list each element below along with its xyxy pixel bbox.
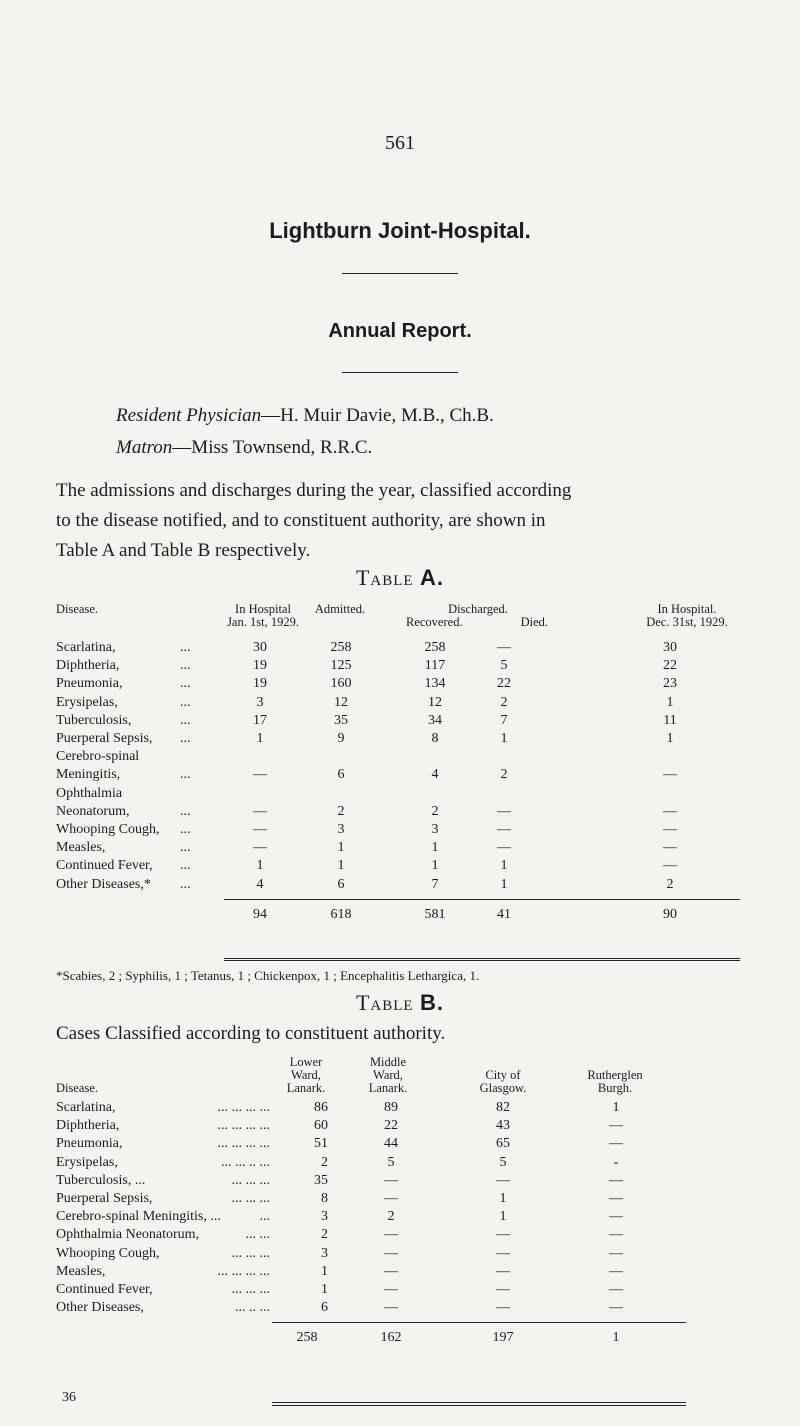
table-a-cell-disease: Whooping Cough,	[56, 822, 160, 837]
table-b-row: Puerperal Sepsis, ... ... ... 8 — 1 —	[0, 1191, 800, 1208]
table-b-cell-rutherglen: —	[609, 1263, 623, 1279]
table-a-cell-disease: Diphtheria,	[56, 658, 120, 674]
table-a-cell-died: 5	[500, 658, 508, 674]
table-b-cell-middle: —	[384, 1300, 398, 1316]
table-b-total-rule	[272, 1322, 686, 1323]
intro-line: to the disease notified, and to constituent authority, are shown in	[56, 510, 546, 531]
table-a-cell-jan: —	[253, 822, 267, 837]
table-a-header-discharged-sub	[398, 616, 558, 629]
table-b-caption-word: Table	[355, 990, 414, 1015]
table-a-row	[0, 804, 800, 821]
report-title: Lightburn Joint-Hospital.	[269, 218, 531, 243]
table-a-total-jan: 94	[253, 906, 267, 922]
table-a-cell-dec: 11	[663, 712, 677, 728]
table-a-row	[0, 640, 800, 657]
table-a-cell-dec: —	[663, 858, 677, 874]
table-b-row: Scarlatina, ... ... ... ... 86 89 82 1	[0, 1100, 800, 1117]
table-a-cell-admitted: 12	[334, 694, 348, 710]
table-b-row: Tuberculosis, ... ... ... ... 35 — — —	[0, 1173, 800, 1190]
table-a-cell-dec: 1	[666, 731, 674, 746]
table-a-row	[0, 786, 800, 803]
table-a-cell-dec: —	[663, 803, 677, 819]
table-a-cell-recovered: 117	[424, 658, 446, 674]
table-b-header-rutherglen-l1: Rutherglen	[587, 1068, 643, 1082]
table-a-cell-dots: ...	[180, 676, 191, 692]
table-a-row	[0, 822, 800, 839]
table-a-cell-dots: ...	[180, 712, 191, 728]
table-b-cell-rutherglen: —	[609, 1227, 623, 1243]
table-b-row: Cerebro-spinal Meningitis, ... ... 3 2 1 —	[0, 1209, 800, 1226]
table-a-cell-dots: ...	[180, 767, 191, 783]
table-a-cell-dots: ...	[180, 731, 191, 746]
table-b-cell-glasgow: —	[496, 1245, 510, 1261]
table-b-caption-letter: B.	[420, 990, 445, 1015]
table-a-total-dec: 90	[663, 906, 677, 922]
table-b-cell-disease: Cerebro-spinal Meningitis, ...	[56, 1209, 221, 1225]
table-a-cell-admitted: 1	[337, 858, 345, 874]
table-a-row	[0, 676, 800, 693]
table-a-cell-disease: Pneumonia,	[56, 676, 123, 692]
table-b-header-rutherglen-l2: Burgh.	[597, 1081, 633, 1095]
matron-name: —Miss Townsend, R.R.C.	[172, 437, 373, 458]
table-b-cell-glasgow: —	[496, 1282, 510, 1297]
table-a-header-dec	[632, 603, 742, 629]
table-b-cell-rutherglen: —	[609, 1300, 623, 1316]
table-b-cell-middle: 22	[384, 1118, 398, 1134]
table-b-cell-lower: 60	[314, 1118, 328, 1134]
table-a-caption	[0, 565, 800, 591]
table-b-cell-rutherglen: —	[609, 1245, 623, 1261]
table-a-cell-dec: 1	[666, 694, 674, 710]
physician-name: —H. Muir Davie, M.B., Ch.B.	[261, 405, 494, 426]
table-b-cell-glasgow: 65	[496, 1136, 510, 1152]
table-b-header-lower-l2: Ward,	[291, 1068, 321, 1082]
table-a-cell-jan: 19	[253, 676, 267, 692]
table-b-cell-disease: Other Diseases,	[56, 1300, 144, 1316]
table-b-cell-lower: 2	[321, 1227, 328, 1243]
intro-line: Table A and Table B respectively.	[56, 540, 311, 561]
table-b-cell-rutherglen: —	[609, 1191, 623, 1206]
table-a-cell-recovered: 34	[428, 712, 442, 728]
table-a-cell-disease: Puerperal Sepsis,	[56, 731, 153, 746]
table-b-cell-middle: 44	[384, 1136, 398, 1152]
table-a-cell-jan: 1	[256, 731, 264, 746]
table-a-cell-jan: 3	[256, 694, 264, 710]
matron-line	[116, 437, 372, 459]
report-subtitle: Annual Report.	[328, 320, 472, 342]
table-a-header-admitted: Admitted.	[314, 602, 366, 616]
table-b-cell-glasgow: 1	[499, 1209, 507, 1225]
table-a-header-discharged	[398, 603, 558, 629]
table-a-header-disease: Disease.	[56, 602, 98, 616]
table-b-cell-rutherglen: —	[609, 1136, 623, 1152]
table-b-cell-lower: 86	[314, 1100, 328, 1115]
table-b-total-glasgow: 197	[492, 1330, 514, 1346]
table-a-cell-died: —	[497, 640, 511, 655]
table-b-header-rutherglen	[560, 1069, 670, 1095]
table-a-cell-dots: ...	[180, 640, 191, 655]
table-a-row	[0, 840, 800, 857]
table-b-cell-glasgow: —	[496, 1300, 510, 1316]
table-a-header-jan-l1: In Hospital	[235, 602, 291, 616]
table-a-cell-died: 22	[497, 676, 511, 692]
table-a-cell-disease: Continued Fever,	[56, 858, 153, 874]
table-a-row	[0, 731, 800, 748]
table-a-footnote: *Scabies, 2 ; Syphilis, 1 ; Tetanus, 1 ; Chickenpox, 1 ; Encephalitis Lethargica, 1.	[56, 968, 480, 983]
table-a-cell-disease: Scarlatina,	[56, 640, 116, 655]
table-a-cell-admitted: 9	[337, 731, 345, 746]
table-b-header-glasgow	[458, 1069, 548, 1095]
table-b-row: Pneumonia, ... ... ... ... 51 44 65 —	[0, 1136, 800, 1153]
table-b-cell-rutherglen: -	[613, 1154, 619, 1170]
table-b-cell-disease: Scarlatina,	[56, 1100, 116, 1115]
table-b-total-middle: 162	[380, 1330, 402, 1346]
table-b-header-middle-l2: Ward,	[373, 1068, 403, 1082]
table-a-cell-jan: —	[253, 840, 267, 856]
table-b-cell-rutherglen: 1	[612, 1100, 620, 1115]
intro-line: The admissions and discharges during the year, classified according	[56, 480, 572, 501]
table-a-header-recovered: Recovered.	[406, 615, 463, 629]
table-a-header-jan	[218, 603, 308, 629]
table-b-cell-middle: —	[384, 1191, 398, 1206]
table-a-cell-dec: —	[663, 822, 677, 837]
table-a-header-jan-l2: Jan. 1st, 1929.	[227, 615, 299, 629]
table-b-cell-disease: Diphtheria,	[56, 1118, 120, 1134]
table-a-cell-dec: 22	[663, 658, 677, 674]
table-b-cell-lower: 8	[321, 1191, 328, 1206]
table-b-row: Continued Fever, ... ... ... 1 — — —	[0, 1282, 800, 1299]
table-b-bottom-rule	[272, 1402, 686, 1406]
table-a-cell-recovered: 12	[428, 694, 442, 710]
table-a-total-recovered: 581	[424, 906, 446, 922]
table-b-header-disease: Disease.	[56, 1081, 98, 1095]
table-b-cell-glasgow: —	[496, 1172, 510, 1188]
table-b-total-rutherglen: 1	[612, 1330, 620, 1346]
table-a-cell-recovered: 7	[431, 876, 439, 892]
table-b-row: Ophthalmia Neonatorum, ... ... 2 — — —	[0, 1227, 800, 1244]
table-a-cell-admitted: 125	[330, 658, 352, 674]
table-a-cell-recovered: 1	[431, 840, 439, 856]
table-b-cell-disease: Erysipelas,	[56, 1154, 118, 1170]
table-b-header-middle-l1: Middle	[369, 1055, 407, 1069]
table-b-header-middle-l3: Lanark.	[368, 1081, 408, 1095]
subtitle-divider	[342, 372, 458, 373]
table-b-cell-middle: 2	[387, 1209, 395, 1225]
table-a-caption-word: Table	[355, 565, 414, 590]
table-a-cell-dec: 23	[663, 676, 677, 692]
table-a-row	[0, 713, 800, 730]
table-a-cell-disease: Tuberculosis,	[56, 712, 132, 728]
table-a-cell-dots: ...	[180, 858, 191, 874]
table-a-cell-admitted: 258	[330, 640, 352, 655]
table-a-cell-died: 1	[500, 876, 508, 892]
table-a-header-dec-l2: Dec. 31st, 1929.	[646, 615, 728, 629]
table-b-cell-lower: 1	[321, 1263, 328, 1279]
table-a-row	[0, 658, 800, 675]
table-a-cell-disease: Measles,	[56, 840, 106, 856]
table-b-row: Whooping Cough, ... ... ... 3 — — —	[0, 1246, 800, 1263]
table-a-cell-disease: Meningitis,	[56, 767, 121, 783]
table-a-row	[0, 695, 800, 712]
table-a-cell-admitted: 35	[334, 712, 348, 728]
table-a-cell-died: 1	[500, 731, 508, 746]
table-a-row	[0, 858, 800, 875]
table-a-totals-row	[0, 907, 800, 924]
table-b-header-lower	[266, 1056, 346, 1095]
table-b-cell-glasgow: —	[496, 1263, 510, 1279]
table-a-cell-disease: Ophthalmia	[56, 785, 123, 801]
table-a-cell-admitted: 160	[330, 676, 352, 692]
title-divider	[342, 273, 458, 274]
table-b-cell-glasgow: 43	[496, 1118, 510, 1134]
table-a-cell-died: 2	[500, 694, 508, 710]
table-b-cell-lower: 35	[314, 1172, 328, 1188]
table-b-cell-disease: Continued Fever,	[56, 1282, 153, 1297]
table-a-cell-died: 1	[500, 858, 508, 874]
table-b-cell-glasgow: —	[496, 1227, 510, 1243]
table-b-cell-rutherglen: —	[609, 1209, 623, 1225]
page-number: 561	[385, 132, 415, 154]
table-b-row: Other Diseases, ... .. ... 6 — — —	[0, 1300, 800, 1317]
table-a-cell-dots: ...	[180, 822, 191, 837]
table-b-cell-lower: 3	[321, 1245, 328, 1261]
table-b-header-middle	[348, 1056, 428, 1095]
table-b-cell-middle: —	[384, 1227, 398, 1243]
table-b-cell-rutherglen: —	[609, 1118, 623, 1134]
table-b-cell-middle: —	[384, 1245, 398, 1261]
table-a-cell-admitted: 3	[337, 822, 345, 837]
table-a-cell-jan: 1	[256, 858, 264, 874]
table-b-total-lower: 258	[296, 1330, 318, 1346]
table-a-cell-admitted: 6	[337, 767, 345, 783]
table-a-cell-jan: 30	[253, 640, 267, 655]
table-b-row: Diphtheria, ... ... ... ... 60 22 43 —	[0, 1118, 800, 1135]
table-a-cell-jan: 4	[256, 876, 264, 892]
table-b-cell-lower: 3	[321, 1209, 328, 1225]
table-a-cell-recovered: 8	[431, 731, 439, 746]
table-a-cell-jan: —	[253, 803, 267, 819]
table-a-cell-jan: 19	[253, 658, 267, 674]
resident-physician-line	[116, 405, 494, 427]
table-a-cell-disease: Neonatorum,	[56, 803, 130, 819]
table-b-row: Erysipelas, ... .. ... ... 2 5 5 -	[0, 1155, 800, 1172]
table-b-cell-middle: 5	[387, 1154, 395, 1170]
table-a-cell-disease: Erysipelas,	[56, 694, 118, 710]
table-a-cell-dots: ...	[180, 840, 191, 856]
table-b-cell-middle: 89	[384, 1100, 398, 1115]
page-signature-mark: 36	[62, 1390, 76, 1405]
table-a-cell-dots: ...	[180, 658, 191, 674]
table-b-cell-rutherglen: —	[609, 1282, 623, 1297]
table-b-totals-row	[0, 1330, 800, 1347]
table-a-header-dec-l1: In Hospital.	[657, 602, 717, 616]
table-b-cell-disease: Ophthalmia Neonatorum,	[56, 1227, 200, 1243]
table-b-header-glasgow-l2: Glasgow.	[479, 1081, 527, 1095]
table-a-total-rule	[224, 899, 740, 900]
physician-role: Resident Physician	[116, 405, 262, 426]
table-a-cell-died: —	[497, 822, 511, 837]
table-a-row	[0, 877, 800, 894]
table-a-cell-dots: ...	[180, 803, 191, 819]
table-a-cell-recovered: 134	[424, 676, 446, 692]
table-a-total-admitted: 618	[330, 906, 352, 922]
table-a-cell-dec: 2	[666, 876, 674, 892]
table-b-cell-lower: 1	[321, 1282, 328, 1297]
table-a-cell-admitted: 6	[337, 876, 345, 892]
table-b-cell-rutherglen: —	[609, 1172, 623, 1188]
matron-role: Matron	[116, 437, 173, 458]
table-b-cell-disease: Pneumonia,	[56, 1136, 123, 1152]
table-a-total-died: 41	[497, 906, 511, 922]
table-a-header-discharged-label: Discharged.	[448, 602, 508, 616]
intro-paragraph	[56, 476, 766, 566]
table-b-cell-lower: 51	[314, 1136, 328, 1152]
table-a-cell-dec: —	[663, 840, 677, 856]
table-a-cell-recovered: 2	[431, 803, 439, 819]
table-b-cell-lower: 2	[321, 1154, 328, 1170]
table-a-cell-recovered: 4	[431, 767, 439, 783]
table-a-cell-admitted: 1	[337, 840, 345, 856]
table-a-cell-recovered: 3	[431, 822, 439, 837]
table-b-header-lower-l1: Lower	[289, 1055, 323, 1069]
table-a-cell-died: 7	[500, 712, 508, 728]
table-a-cell-died: —	[497, 803, 511, 819]
table-b-cell-disease: Tuberculosis, ...	[56, 1172, 146, 1188]
table-a-cell-admitted: 2	[337, 803, 345, 819]
table-a-cell-dec: 30	[663, 640, 677, 655]
table-a-cell-recovered: 1	[431, 858, 439, 874]
table-a-cell-dec: —	[663, 767, 677, 783]
table-b-cell-middle: —	[384, 1282, 398, 1297]
table-b-caption	[0, 990, 800, 1016]
table-a-cell-died: —	[497, 840, 511, 856]
table-a-header-died: Died.	[520, 615, 548, 629]
table-a-bottom-rule	[224, 958, 740, 961]
table-a-cell-disease: Cerebro-spinal	[56, 749, 140, 765]
table-b-row: Measles, ... ... ... ... 1 — — —	[0, 1264, 800, 1281]
table-b-cell-disease: Measles,	[56, 1263, 106, 1279]
table-b-cell-glasgow: 5	[499, 1154, 507, 1170]
table-a-cell-jan: 17	[253, 712, 267, 728]
table-b-cell-disease: Whooping Cough,	[56, 1245, 160, 1261]
table-a-cell-recovered: 258	[424, 640, 446, 655]
table-a-row	[0, 749, 800, 766]
table-a-cell-jan: —	[253, 767, 267, 783]
table-b-cell-lower: 6	[321, 1300, 328, 1316]
table-a-cell-died: 2	[500, 767, 508, 783]
table-a-cell-dots: ...	[180, 694, 191, 710]
table-a-row	[0, 767, 800, 784]
table-b-header-lower-l3: Lanark.	[286, 1081, 326, 1095]
table-b-header-glasgow-l1: City of	[485, 1068, 521, 1082]
table-b-cell-glasgow: 1	[499, 1191, 507, 1206]
table-b-cell-glasgow: 82	[496, 1100, 510, 1115]
table-a-caption-letter: A.	[420, 565, 445, 590]
table-b-cell-disease: Puerperal Sepsis,	[56, 1191, 153, 1206]
table-b-cell-middle: —	[384, 1172, 398, 1188]
table-a-cell-disease: Other Diseases,*	[56, 876, 151, 892]
table-a-cell-dots: ...	[180, 876, 191, 892]
table-b-cell-middle: —	[384, 1263, 398, 1279]
table-b-subcaption: Cases Classified according to constituent authority.	[56, 1023, 446, 1044]
